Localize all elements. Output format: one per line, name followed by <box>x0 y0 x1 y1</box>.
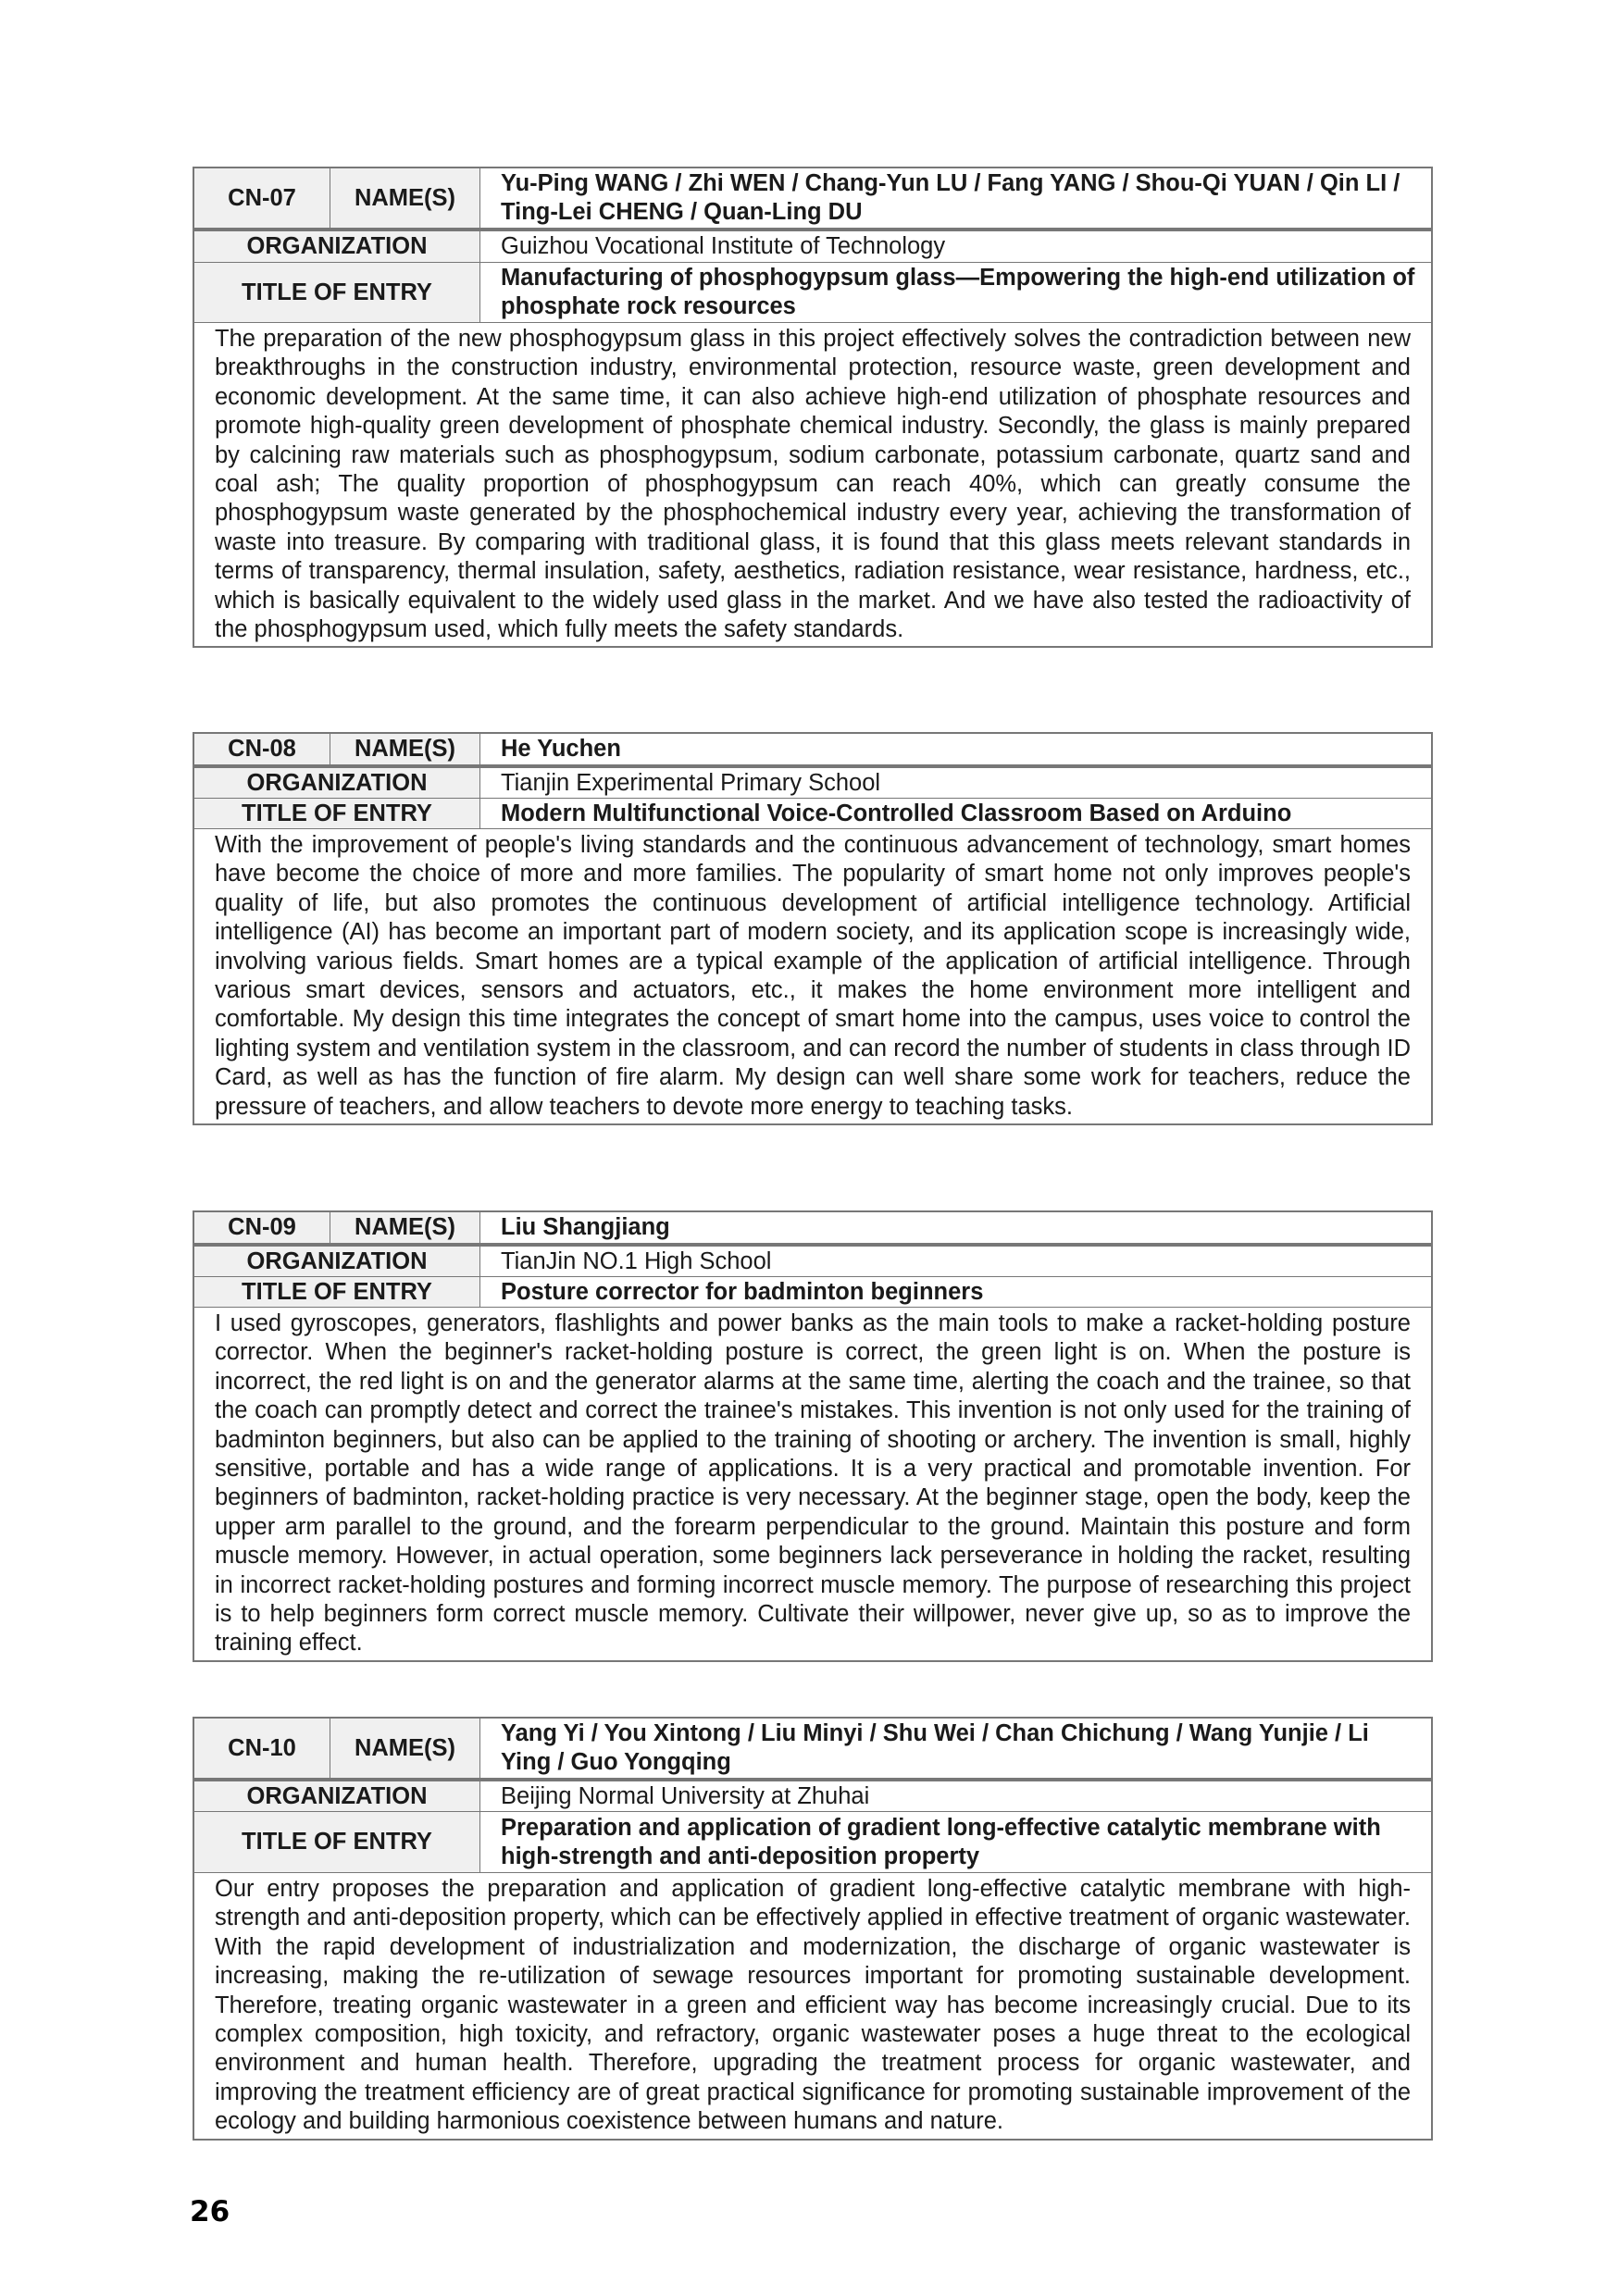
title-row <box>194 799 1431 829</box>
title-label: TITLE OF ENTRY <box>194 263 480 322</box>
entry-header-row <box>194 168 1431 231</box>
entry-description: Our entry proposes the preparation and application of gradient long-effective catalytic membrane with high-strength and anti-deposition property, which can be effectively applied in effective treatment of organic wastewater. With the rapid development of industrialization and modernization, the discharge of organic wastewater is increasing, making the re-utilization of sewage resources important for promoting sustainable development. Therefore, treating organic wastewater in a green and efficient way has become increasingly crucial. Due to its complex composition, high toxicity, and refractory, organic wastewater poses a huge threat to the ecological environment and human health. Therefore, upgrading the treatment process for organic wastewater, and improving the treatment efficiency are of great practical significance for promoting sustainable improvement of the ecology and building harmonious coexistence between humans and nature. <box>215 1876 1411 2135</box>
names-label: NAME(S) <box>330 1212 480 1243</box>
names-label: NAME(S) <box>330 1719 480 1778</box>
entry-title: Preparation and application of gradient long-effective catalytic membrane with high-strength and anti-deposition property <box>501 1814 1381 1869</box>
organization-label: ORGANIZATION <box>194 768 480 798</box>
entry-id: CN-07 <box>194 168 330 228</box>
page-number: 26 <box>190 2195 230 2228</box>
organization-label: ORGANIZATION <box>194 231 480 262</box>
entry-cn-09 <box>193 1210 1433 1662</box>
title-label: TITLE OF ENTRY <box>194 799 480 828</box>
entry-description: With the improvement of people's living standards and the continuous advancement of technology, smart homes have become the choice of more and more families. The popularity of smart home not only improves people's quality of life, but also promotes the continuous development of artificial intelligence technology. Artificial intelligence (AI) has become an important part of modern society, and its application scope is increasingly wide, involving various fields. Smart homes are a typical example of the application of artificial intelligence. Through various smart devices, sensors and actuators, etc., it makes the home environment more intelligent and comfortable. My design this time integrates the concept of smart home into the campus, uses voice to control the lighting system and ventilation system in the classroom, and can record the number of students in class through ID Card, as well as has the function of fire alarm. My design can well share some work for teachers, reduce the pressure of teachers, and allow teachers to devote more energy to teaching tasks. <box>215 832 1411 1120</box>
entry-cn-08 <box>193 732 1433 1125</box>
entry-names: He Yuchen <box>501 736 621 762</box>
title-row <box>194 1812 1431 1873</box>
title-row <box>194 263 1431 323</box>
title-label: TITLE OF ENTRY <box>194 1277 480 1307</box>
entry-title: Manufacturing of phosphogypsum glass—Empowering the high-end utilization of phosphate rock resources <box>501 265 1415 319</box>
entry-title: Modern Multifunctional Voice-Controlled Classroom Based on Arduino <box>501 800 1292 826</box>
entry-names: Liu Shangjiang <box>501 1214 670 1240</box>
entry-cn-10 <box>193 1717 1433 2141</box>
entry-organization: Tianjin Experimental Primary School <box>501 769 881 796</box>
organization-row <box>194 768 1431 799</box>
entry-header-row <box>194 1212 1431 1247</box>
entry-id: CN-09 <box>194 1212 330 1243</box>
entry-description: The preparation of the new phosphogypsum glass in this project effectively solves the contradiction between new breakthroughs in the construction industry, environmental protection, resource waste, green development and economic development. At the same time, it can also achieve high-end utilization of phosphate resources and promote high-quality green development of phosphate chemical industry. Secondly, the glass is mainly prepared by calcining raw materials such as phosphogypsum, sodium carbonate, potassium carbonate, quartz sand and coal ash; The quality proportion of phosphogypsum can reach 40%, which can greatly consume the phosphogypsum waste generated by the phosphochemical industry every year, achieving the transformation of waste into treasure. By comparing with traditional glass, it is found that this glass meets relevant standards in terms of transparency, thermal insulation, safety, aesthetics, radiation resistance, wear resistance, hardness, etc., which is basically equivalent to the widely used glass in the market. And we have also tested the radioactivity of the phosphogypsum used, which fully meets the safety standards. <box>215 326 1411 643</box>
names-label: NAME(S) <box>330 168 480 228</box>
organization-row <box>194 231 1431 263</box>
entry-organization: Guizhou Vocational Institute of Technology <box>501 233 946 259</box>
entry-id: CN-10 <box>194 1719 330 1778</box>
title-row <box>194 1277 1431 1308</box>
title-label: TITLE OF ENTRY <box>194 1812 480 1872</box>
entry-header-row <box>194 1719 1431 1781</box>
organization-label: ORGANIZATION <box>194 1247 480 1276</box>
organization-row <box>194 1781 1431 1812</box>
names-label: NAME(S) <box>330 734 480 764</box>
entry-organization: Beijing Normal University at Zhuhai <box>501 1782 870 1809</box>
entry-id: CN-08 <box>194 734 330 764</box>
entry-names: Yang Yi / You Xintong / Liu Minyi / Shu Wei / Chan Chichung / Wang Yunjie / Li Ying / Guo Yongqing <box>501 1720 1369 1775</box>
organization-label: ORGANIZATION <box>194 1781 480 1811</box>
organization-row <box>194 1247 1431 1277</box>
entry-names: Yu-Ping WANG / Zhi WEN / Chang-Yun LU / Fang YANG / Shou-Qi YUAN / Qin LI / Ting-Lei CHENG / Quan-Ling DU <box>501 170 1400 225</box>
entry-title: Posture corrector for badminton beginners <box>501 1278 984 1305</box>
entry-organization: TianJin NO.1 High School <box>501 1247 772 1274</box>
entry-header-row <box>194 734 1431 768</box>
entry-description: I used gyroscopes, generators, flashlights and power banks as the main tools to make a racket-holding posture corrector. When the beginner's racket-holding posture is correct, the green light is on. When the posture is incorrect, the red light is on and the generator alarms at the same time, alerting the coach and the trainee, so that the coach can promptly detect and correct the trainee's mistakes. This invention is not only used for the training of badminton beginners, but also can be applied to the training of shooting or archery. The invention is small, highly sensitive, portable and has a wide range of applications. It is a very practical and promotable invention. For beginners of badminton, racket-holding practice is very necessary. At the beginner stage, open the body, keep the upper arm parallel to the ground, and the forearm perpendicular to the ground. Maintain this posture and form muscle memory. However, in actual operation, some beginners lack perseverance in holding the racket, resulting in incorrect racket-holding postures and forming incorrect muscle memory. The purpose of researching this project is to help beginners form correct muscle memory. Cultivate their willpower, never give up, so as to improve the training effect. <box>215 1310 1411 1657</box>
entry-cn-07 <box>193 167 1433 648</box>
